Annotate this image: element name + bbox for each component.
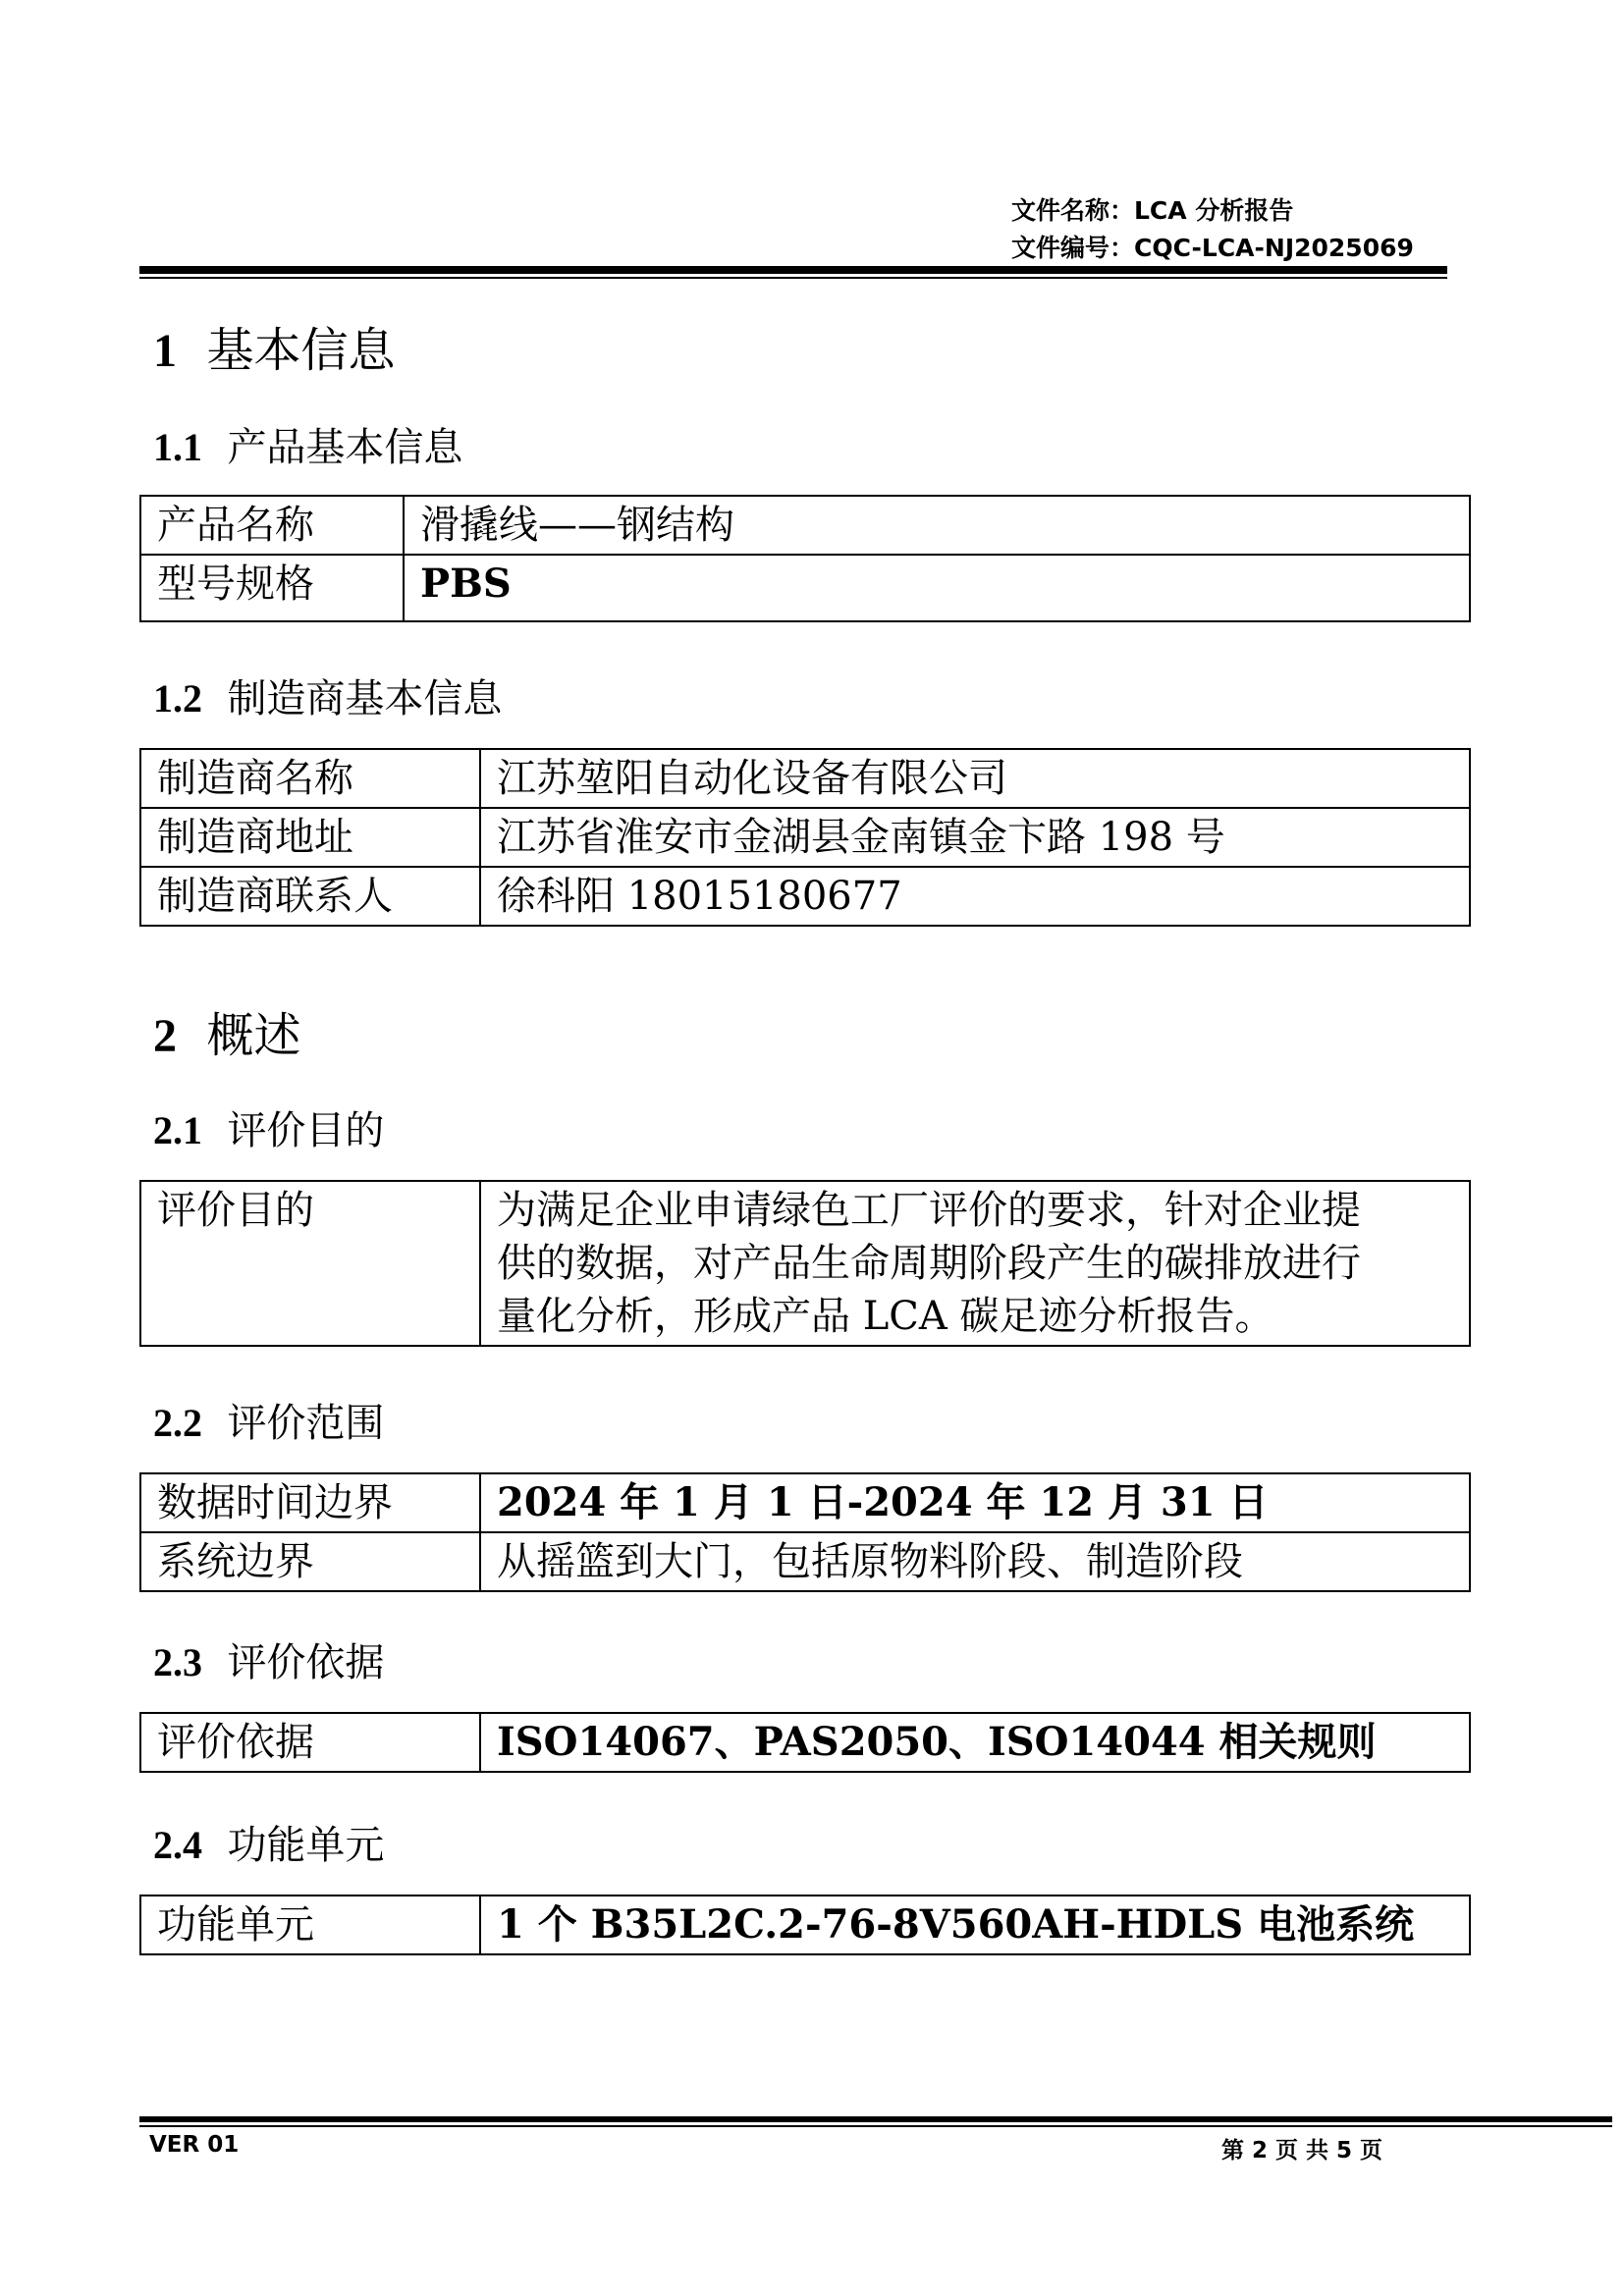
section-title: 基本信息	[206, 323, 396, 378]
basis-label: 评价依据	[140, 1713, 480, 1772]
section-title: 评价目的	[227, 1108, 385, 1153]
maker-contact-value: 徐科阳 18015180677	[480, 867, 1470, 926]
section-title: 评价范围	[227, 1401, 385, 1446]
table-row	[140, 555, 1470, 621]
time-boundary-label: 数据时间边界	[140, 1473, 480, 1532]
section-2-4-heading	[153, 1814, 384, 1870]
purpose-label: 评价目的	[140, 1181, 480, 1346]
table-row	[140, 1473, 1470, 1532]
section-number: 2.2	[153, 1401, 202, 1445]
table-row	[140, 1713, 1470, 1772]
maker-name-value: 江苏堃阳自动化设备有限公司	[480, 749, 1470, 808]
model-label: 型号规格	[140, 555, 404, 621]
manufacturer-info-table	[139, 748, 1471, 927]
section-1-heading	[153, 312, 396, 380]
table-row	[140, 1532, 1470, 1591]
section-number: 2.1	[153, 1108, 202, 1152]
functional-unit-label: 功能单元	[140, 1896, 480, 1954]
footer-rule-thin	[139, 2125, 1612, 2127]
maker-address-value: 江苏省淮安市金湖县金南镇金卞路 198 号	[480, 808, 1470, 867]
section-2-1-heading	[153, 1099, 384, 1155]
maker-address-label: 制造商地址	[140, 808, 480, 867]
system-boundary-value: 从摇篮到大门，包括原物料阶段、制造阶段	[480, 1532, 1470, 1591]
section-number: 2.3	[153, 1640, 202, 1684]
table-row	[140, 749, 1470, 808]
section-2-heading	[153, 997, 301, 1065]
section-title: 产品基本信息	[227, 425, 463, 470]
section-1-1-heading	[153, 416, 462, 472]
section-title: 制造商基本信息	[227, 676, 503, 721]
section-number: 2.4	[153, 1823, 202, 1867]
functional-unit-table	[139, 1895, 1471, 1955]
section-1-2-heading	[153, 667, 502, 723]
file-number: 文件编号：CQC-LCA-NJ2025069	[1011, 234, 1414, 262]
product-name-label: 产品名称	[140, 496, 404, 555]
product-name-value: 滑撬线——钢结构	[404, 496, 1470, 555]
table-row	[140, 867, 1470, 926]
purpose-value	[480, 1181, 1470, 1346]
section-title: 评价依据	[227, 1640, 385, 1685]
maker-contact-label: 制造商联系人	[140, 867, 480, 926]
table-row	[140, 1181, 1470, 1346]
table-row	[140, 496, 1470, 555]
footer-rule	[139, 2116, 1612, 2122]
section-number: 2	[153, 1010, 177, 1062]
section-2-3-heading	[153, 1631, 384, 1687]
purpose-line: 为满足企业申请绿色工厂评价的要求，针对企业提	[497, 1188, 1361, 1233]
scope-table	[139, 1472, 1471, 1592]
section-number: 1.1	[153, 425, 202, 469]
section-number: 1.2	[153, 676, 202, 721]
basis-table	[139, 1712, 1471, 1773]
table-row	[140, 1896, 1470, 1954]
section-2-2-heading	[153, 1392, 384, 1448]
section-number: 1	[153, 325, 177, 377]
product-info-table	[139, 495, 1471, 622]
header-rule	[139, 266, 1447, 274]
document-header	[1011, 192, 1414, 267]
file-name: 文件名称：LCA 分析报告	[1011, 196, 1294, 225]
model-value: PBS	[404, 555, 1470, 621]
section-title: 功能单元	[227, 1823, 385, 1868]
maker-name-label: 制造商名称	[140, 749, 480, 808]
purpose-line: 量化分析，形成产品 LCA 碳足迹分析报告。	[497, 1294, 1274, 1339]
purpose-line: 供的数据，对产品生命周期阶段产生的碳排放进行	[497, 1241, 1361, 1286]
functional-unit-value: 1 个 B35L2C.2-76-8V560AH-HDLS 电池系统	[480, 1896, 1470, 1954]
basis-value: ISO14067、PAS2050、ISO14044 相关规则	[480, 1713, 1470, 1772]
system-boundary-label: 系统边界	[140, 1532, 480, 1591]
header-rule-thin	[139, 277, 1447, 279]
version-label: VER 01	[149, 2132, 240, 2158]
time-boundary-value: 2024 年 1 月 1 日-2024 年 12 月 31 日	[480, 1473, 1470, 1532]
section-title: 概述	[206, 1008, 301, 1063]
purpose-table	[139, 1180, 1471, 1347]
table-row	[140, 808, 1470, 867]
page-number: 第 2 页 共 5 页	[1221, 2138, 1383, 2163]
